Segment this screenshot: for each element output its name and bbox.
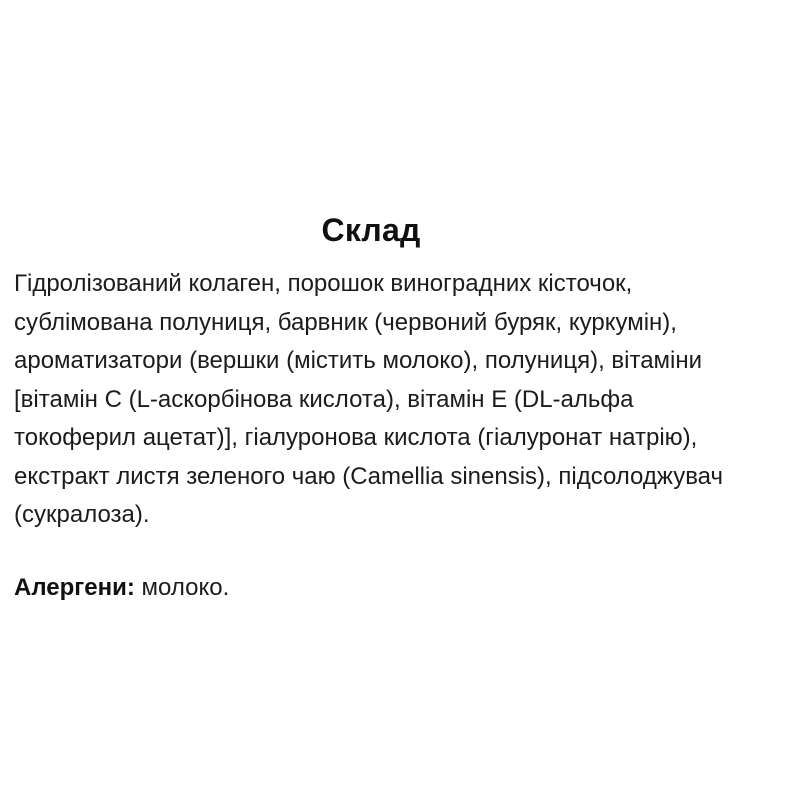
ingredients-line: екстракт листя зеленого чаю (Camellia sinensis), підсолоджувач xyxy=(14,462,724,490)
ingredients-line: (сукралоза). xyxy=(14,501,150,528)
allergens-value: молоко. xyxy=(134,573,230,601)
composition-section xyxy=(14,212,788,631)
ingredients-paragraph xyxy=(14,265,788,535)
allergens-line xyxy=(14,569,788,608)
allergens-label: Алергени: xyxy=(14,573,135,601)
ingredients-line: Гідролізований колаген, порошок виноградних кісточок, xyxy=(14,270,633,297)
section-title: Склад xyxy=(321,212,421,248)
ingredients-line: [вітамін C (L-аскорбінова кислота), вітамін E (DL-альфа xyxy=(14,385,634,413)
ingredients-line: ароматизатори (вершки (містить молоко), полуниця), вітаміни xyxy=(14,347,703,374)
ingredients-line: токоферил ацетат)], гіалуронова кислота (гіалуронат натрію), xyxy=(14,424,698,451)
ingredients-line: сублімована полуниця, барвник (червоний буряк, куркумін), xyxy=(14,308,677,336)
